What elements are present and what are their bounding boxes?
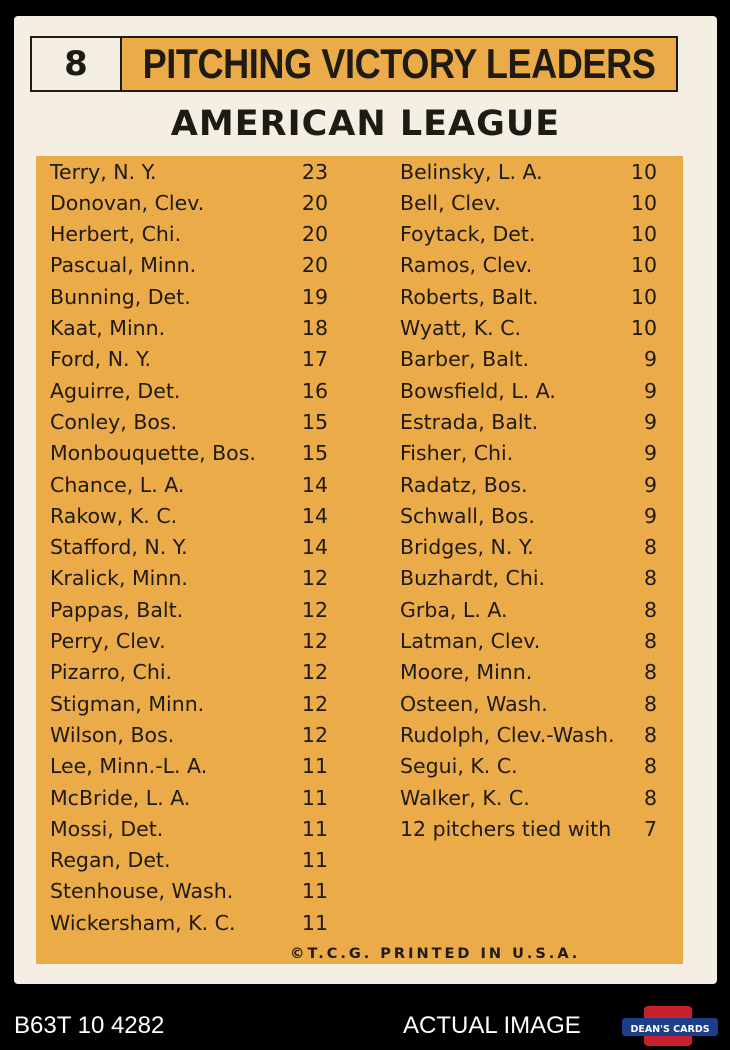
pitcher-row	[50, 876, 328, 907]
pitcher-name: Roberts, Balt.	[400, 284, 539, 309]
pitcher-name: Mossi, Det.	[50, 816, 164, 841]
pitcher-row	[400, 688, 657, 719]
pitcher-name: Grba, L. A.	[400, 597, 508, 622]
league-title: AMERICAN LEAGUE	[170, 104, 561, 144]
pitcher-row	[400, 751, 657, 782]
pitcher-name: Monbouquette, Bos.	[50, 441, 256, 466]
deans-cards-logo	[622, 1004, 718, 1048]
pitcher-name: Pappas, Balt.	[50, 597, 184, 622]
win-total: 20	[301, 222, 328, 247]
win-total: 9	[643, 472, 657, 497]
win-total: 8	[643, 754, 657, 779]
pitcher-row	[50, 281, 328, 312]
pitcher-row	[400, 469, 657, 500]
win-total: 8	[643, 535, 657, 560]
pitcher-name: Herbert, Chi.	[50, 222, 182, 247]
pitcher-row	[50, 219, 328, 250]
win-total: 9	[643, 347, 657, 372]
pitcher-row	[50, 187, 328, 218]
win-total: 14	[301, 503, 328, 528]
pitcher-name: Radatz, Bos.	[400, 472, 528, 497]
win-total: 8	[643, 722, 657, 747]
pitcher-name: Donovan, Clev.	[50, 190, 205, 215]
pitcher-row	[400, 626, 657, 657]
pitcher-name: Wyatt, K. C.	[400, 316, 522, 340]
pitcher-name: Estrada, Balt.	[400, 409, 539, 434]
pitcher-name: Walker, K. C.	[400, 785, 530, 810]
pitcher-row	[50, 688, 328, 719]
pitcher-row	[400, 250, 657, 281]
pitcher-name: Pizarro, Chi.	[50, 660, 173, 685]
pitcher-row	[50, 657, 328, 688]
pitcher-name: Barber, Balt.	[400, 347, 530, 372]
copyright-footer: ©T.C.G. PRINTED IN U.S.A.	[290, 946, 581, 962]
pitcher-name: Terry, N. Y.	[50, 159, 157, 184]
win-total: 16	[301, 378, 328, 403]
win-total: 19	[301, 284, 328, 309]
pitcher-name: Latman, Clev.	[400, 629, 541, 653]
pitcher-row	[400, 438, 657, 469]
pitcher-name: Moore, Minn.	[400, 660, 533, 685]
pitcher-name: Rudolph, Clev.-Wash.	[400, 722, 615, 747]
pitcher-name: Kralick, Minn.	[50, 566, 188, 591]
win-total: 20	[301, 190, 328, 215]
win-total: 9	[643, 503, 657, 528]
pitcher-name: 12 pitchers tied with	[400, 816, 612, 841]
win-total: 7	[643, 816, 657, 841]
pitcher-name: Chance, L. A.	[50, 472, 185, 497]
pitcher-name: Bridges, N. Y.	[400, 535, 534, 560]
pitcher-name: Wilson, Bos.	[50, 722, 175, 747]
pitcher-name: Conley, Bos.	[50, 409, 178, 434]
pitcher-name: Ford, N. Y.	[50, 347, 151, 372]
pitcher-row	[400, 657, 657, 688]
pitcher-row	[50, 813, 328, 844]
pitcher-name: Belinsky, L. A.	[400, 159, 543, 184]
pitcher-row	[50, 563, 328, 594]
pitcher-name: McBride, L. A.	[50, 785, 191, 810]
win-total: 15	[301, 409, 328, 434]
pitcher-row	[400, 563, 657, 594]
pitcher-name: Kaat, Minn.	[50, 316, 166, 340]
win-total: 15	[301, 441, 328, 466]
pitcher-name: Pascual, Minn.	[50, 253, 197, 278]
pitcher-row	[400, 313, 657, 344]
card-number: 8	[32, 38, 122, 90]
item-code: B63T 10 4282	[14, 1012, 165, 1039]
pitcher-row	[50, 469, 328, 500]
pitcher-row	[50, 907, 328, 938]
win-total: 9	[643, 409, 657, 434]
stats-panel	[36, 156, 683, 964]
win-total: 10	[630, 284, 657, 309]
win-total: 10	[630, 222, 657, 247]
pitcher-row	[50, 250, 328, 281]
pitcher-name: Bowsfield, L. A.	[400, 378, 556, 403]
win-total: 9	[643, 378, 657, 403]
pitcher-name: Perry, Clev.	[50, 629, 166, 653]
win-total: 20	[301, 253, 328, 278]
pitcher-name: Wickersham, K. C.	[50, 910, 236, 935]
pitcher-row	[400, 500, 657, 531]
win-total: 9	[643, 441, 657, 466]
win-total: 8	[643, 691, 657, 716]
pitcher-row	[400, 406, 657, 437]
win-total: 8	[643, 785, 657, 810]
pitcher-row	[50, 438, 328, 469]
pitcher-row	[50, 782, 328, 813]
pitcher-name: Segui, K. C.	[400, 754, 518, 779]
win-total: 23	[301, 159, 328, 184]
pitcher-row	[50, 313, 328, 344]
pitcher-name: Aguirre, Det.	[50, 378, 181, 403]
pitcher-row	[50, 344, 328, 375]
win-total: 12	[301, 691, 328, 716]
pitcher-row	[50, 375, 328, 406]
win-total: 12	[301, 597, 328, 622]
win-total: 11	[301, 910, 328, 935]
win-total: 11	[301, 754, 328, 779]
pitcher-row	[50, 406, 328, 437]
win-total: 10	[630, 253, 657, 278]
header-banner	[30, 36, 678, 92]
win-total: 8	[643, 597, 657, 622]
win-total: 8	[643, 629, 657, 653]
pitcher-row	[50, 845, 328, 876]
win-total: 12	[301, 660, 328, 685]
actual-image-label: ACTUAL IMAGE	[403, 1012, 581, 1039]
pitcher-row	[400, 156, 657, 187]
pitcher-name: Stafford, N. Y.	[50, 535, 188, 560]
pitcher-row	[50, 500, 328, 531]
pitcher-row	[400, 344, 657, 375]
pitcher-name: Lee, Minn.-L. A.	[50, 754, 208, 779]
pitcher-row	[400, 375, 657, 406]
pitcher-name: Stigman, Minn.	[50, 691, 205, 716]
pitcher-row	[400, 813, 657, 844]
pitcher-name: Stenhouse, Wash.	[50, 879, 234, 904]
win-total: 18	[301, 316, 328, 340]
win-total: 10	[630, 159, 657, 184]
win-total: 11	[301, 848, 328, 873]
pitcher-row	[400, 719, 657, 750]
win-total: 14	[301, 535, 328, 560]
pitcher-name: Bell, Clev.	[400, 190, 501, 215]
win-total: 10	[630, 316, 657, 340]
win-total: 10	[630, 190, 657, 215]
pitcher-row	[400, 281, 657, 312]
pitcher-row	[50, 532, 328, 563]
win-total: 8	[643, 566, 657, 591]
win-total: 8	[643, 660, 657, 685]
pitcher-name: Regan, Det.	[50, 848, 171, 873]
win-total: 12	[301, 722, 328, 747]
win-total: 11	[301, 785, 328, 810]
pitcher-name: Osteen, Wash.	[400, 691, 548, 716]
pitcher-row	[50, 751, 328, 782]
pitcher-row	[400, 532, 657, 563]
pitcher-row	[50, 626, 328, 657]
pitcher-name: Rakow, K. C.	[50, 503, 178, 528]
win-total: 12	[301, 629, 328, 653]
pitcher-row	[50, 156, 328, 187]
pitcher-name: Buzhardt, Chi.	[400, 566, 546, 591]
win-total: 12	[301, 566, 328, 591]
pitcher-name: Foytack, Det.	[400, 222, 536, 247]
pitcher-row	[400, 219, 657, 250]
win-total: 11	[301, 879, 328, 904]
card-title: PITCHING VICTORY LEADERS	[142, 40, 656, 87]
pitcher-name: Fisher, Chi.	[400, 441, 514, 466]
pitcher-row	[400, 187, 657, 218]
pitcher-row	[50, 719, 328, 750]
pitcher-row	[50, 594, 328, 625]
pitcher-row	[400, 594, 657, 625]
pitcher-name: Bunning, Det.	[50, 284, 191, 309]
pitcher-name: Schwall, Bos.	[400, 503, 535, 528]
pitcher-name: Ramos, Clev.	[400, 253, 533, 278]
win-total: 14	[301, 472, 328, 497]
logo-text: DEAN'S CARDS	[630, 1024, 710, 1035]
win-total: 11	[301, 816, 328, 841]
win-total: 17	[301, 347, 328, 372]
pitcher-row	[400, 782, 657, 813]
